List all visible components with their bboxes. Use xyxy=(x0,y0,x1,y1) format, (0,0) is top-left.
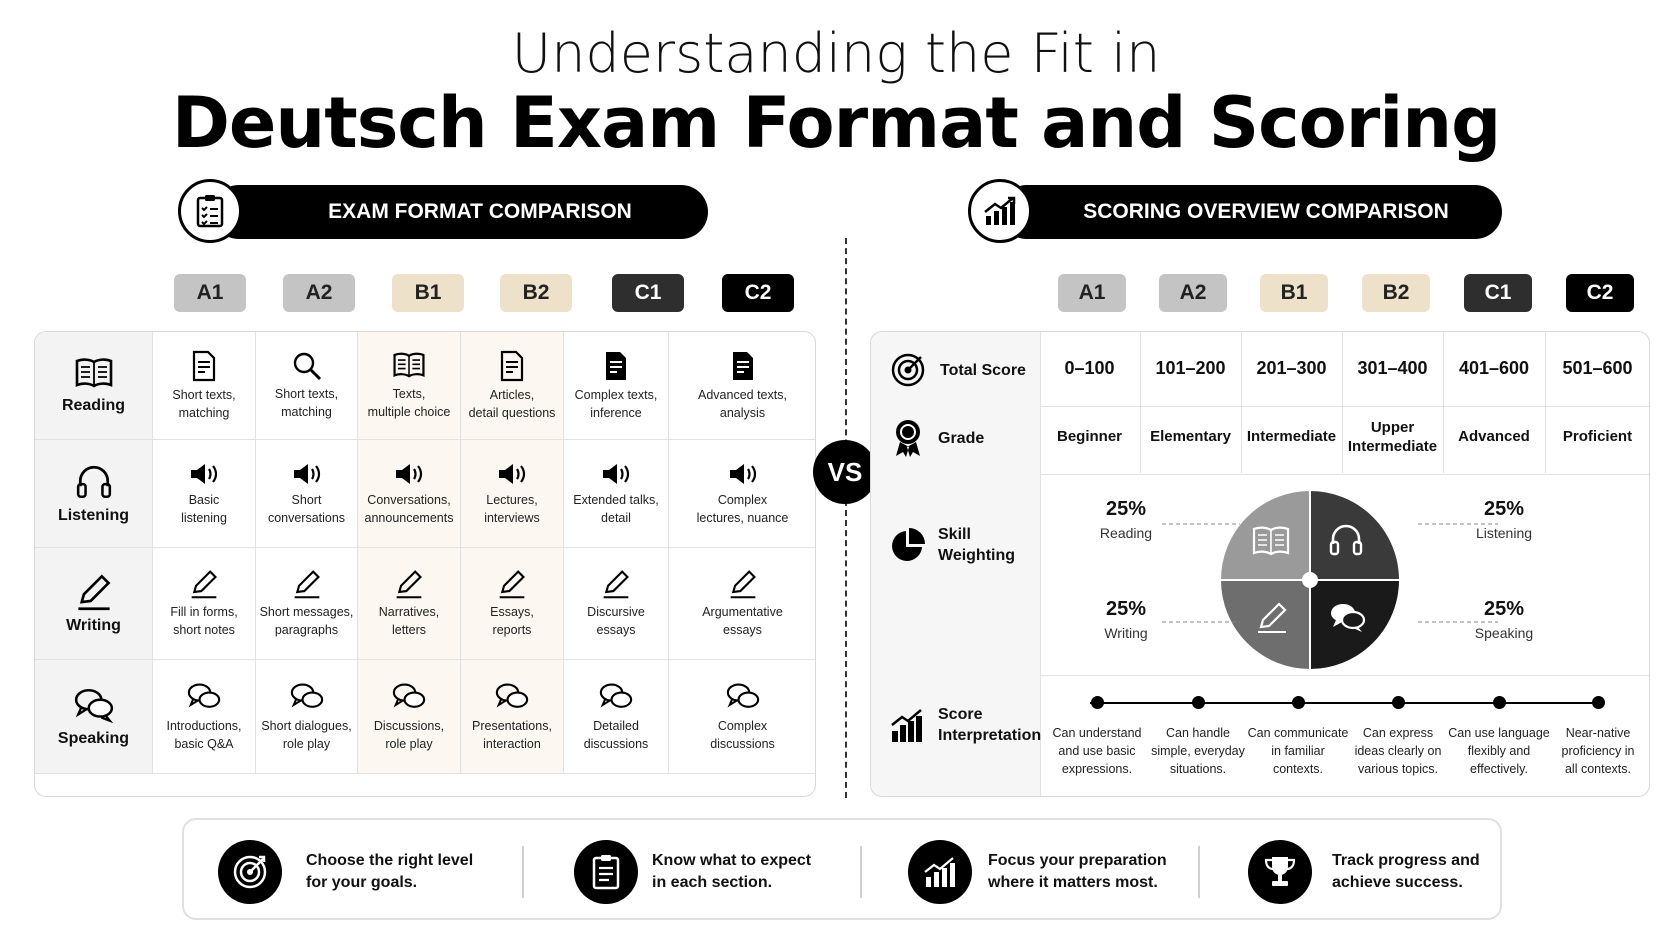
exam-cell-reading-a2 xyxy=(256,332,358,440)
total-score-b1: 201–300 xyxy=(1256,358,1327,378)
exam-cell-listening-b1 xyxy=(358,440,461,548)
pie-leader-lines xyxy=(1160,518,1500,628)
speaker-icon xyxy=(291,461,323,487)
cell-text: Short texts, matching xyxy=(172,387,236,420)
speaker-icon xyxy=(496,461,528,487)
cell-text: Advanced texts, analysis xyxy=(698,387,787,420)
cell-text: Short messages, paragraphs xyxy=(259,604,354,637)
total-score-a1: 0–100 xyxy=(1064,358,1115,378)
score-level-badge-a1: A1 xyxy=(1058,274,1126,312)
award-ribbon-icon xyxy=(892,418,924,458)
exam-cell-listening-b2 xyxy=(461,440,564,548)
document-filled-icon xyxy=(729,350,757,382)
interpretation-timeline xyxy=(1090,702,1592,704)
total-score-a2: 101–200 xyxy=(1155,358,1226,378)
exam-level-badge-a1: A1 xyxy=(174,274,246,312)
row-label: Listening xyxy=(57,506,130,524)
exam-cell-reading-b2 xyxy=(461,332,564,440)
pencil-icon xyxy=(601,569,631,599)
speaker-icon xyxy=(393,461,425,487)
footer-text-2: Know what to expect in each section. xyxy=(652,852,812,891)
listening-percent: 25% Listening xyxy=(1475,498,1533,541)
timeline-dot xyxy=(1091,696,1104,709)
document-icon xyxy=(498,350,526,382)
exam-cell-reading-a1 xyxy=(153,332,256,440)
exam-level-badge-c2: C2 xyxy=(722,274,794,312)
pencil-icon xyxy=(497,569,527,599)
total-score-row-head xyxy=(890,352,1026,388)
magnifier-icon xyxy=(292,351,322,381)
exam-cell-writing-c1 xyxy=(564,548,669,660)
exam-cell-speaking-b2 xyxy=(461,660,564,774)
exam-format-header xyxy=(212,185,708,239)
speaker-icon xyxy=(600,461,632,487)
score-interpretation-label: Score Interpretation xyxy=(938,706,1042,744)
timeline-dot xyxy=(1292,696,1305,709)
exam-cell-speaking-b1 xyxy=(358,660,461,774)
score-level-badge-a2: A2 xyxy=(1159,274,1227,312)
document-icon xyxy=(190,350,218,382)
center-divider xyxy=(845,238,847,798)
cell-text: Short conversations xyxy=(267,492,346,525)
speech-bubbles-icon xyxy=(73,686,115,724)
exam-cell-writing-b1 xyxy=(358,548,461,660)
scoring-overview-header xyxy=(1000,185,1502,239)
exam-level-badge-b2: B2 xyxy=(500,274,572,312)
cell-text: Extended talks, detail xyxy=(573,492,659,525)
exam-cell-writing-b2 xyxy=(461,548,564,660)
exam-cell-writing-a2 xyxy=(256,548,358,660)
target-icon xyxy=(218,840,282,904)
total-score-c1: 401–600 xyxy=(1458,358,1530,378)
exam-row-head-speaking xyxy=(35,660,153,774)
speech-bubbles-icon xyxy=(598,681,634,713)
cell-text: Introductions, basic Q&A xyxy=(166,718,242,751)
total-score-c2: 501–600 xyxy=(1562,358,1633,378)
cell-text: Complex texts, inference xyxy=(574,387,658,420)
exam-level-badge-c1: C1 xyxy=(612,274,684,312)
timeline-dot xyxy=(1592,696,1605,709)
cell-text: Texts, multiple choice xyxy=(367,386,451,419)
title-line-1: Understanding the Fit in xyxy=(511,22,1161,85)
exam-row-head-writing xyxy=(35,548,153,660)
speaking-percent: 25% Speaking xyxy=(1474,598,1534,641)
interpretation-c1: Can use language flexibly and effectively. xyxy=(1448,726,1550,776)
exam-cell-listening-a1 xyxy=(153,440,256,548)
cell-text: Articles, detail questions xyxy=(468,387,556,420)
interpretation-b2: Can express ideas clearly on various topics. xyxy=(1354,726,1442,776)
cell-text: Complex lectures, nuance xyxy=(696,492,789,525)
pencil-icon xyxy=(189,569,219,599)
bar-chart-icon xyxy=(908,840,972,904)
exam-cell-reading-c2 xyxy=(669,332,816,440)
exam-cell-speaking-c1 xyxy=(564,660,669,774)
speech-bubbles-icon xyxy=(186,681,222,713)
exam-cell-reading-b1 xyxy=(358,332,461,440)
pie-chart-icon xyxy=(890,527,926,563)
exam-cell-reading-c1 xyxy=(564,332,669,440)
footer-text-1: Choose the right level for your goals. xyxy=(306,852,474,891)
row-label: Reading xyxy=(61,396,126,414)
footer-bar xyxy=(182,818,1502,920)
target-icon xyxy=(890,352,926,388)
cell-text: Basic listening xyxy=(181,492,227,525)
writing-percent: 25% Writing xyxy=(1104,598,1148,641)
exam-format-header-label: EXAM FORMAT COMPARISON xyxy=(328,200,632,223)
grade-b1: Intermediate xyxy=(1246,428,1337,445)
total-score-b2: 301–400 xyxy=(1357,358,1428,378)
headphones-icon xyxy=(75,463,113,501)
speech-bubbles-icon xyxy=(289,681,325,713)
row-label: Writing xyxy=(66,616,121,634)
pencil-icon xyxy=(728,569,758,599)
interpretation-b1: Can communicate in familiar contexts. xyxy=(1247,726,1349,776)
exam-format-table xyxy=(34,331,816,797)
skill-weighting-row-head xyxy=(890,524,1015,566)
cell-text: Fill in forms, short notes xyxy=(170,604,238,637)
cell-text: Short dialogues, role play xyxy=(261,718,352,751)
exam-row-head-reading xyxy=(35,332,153,440)
cell-text: Conversations, announcements xyxy=(364,492,454,525)
grade-label: Grade xyxy=(938,429,985,447)
cell-text: Lectures, interviews xyxy=(484,492,540,525)
growth-chart-icon xyxy=(968,179,1032,243)
speaker-icon xyxy=(727,461,759,487)
exam-cell-writing-a1 xyxy=(153,548,256,660)
grade-a1: Beginner xyxy=(1056,428,1122,445)
exam-cell-writing-c2 xyxy=(669,548,816,660)
grade-b2: Upper Intermediate xyxy=(1347,419,1438,455)
grade-a2: Elementary xyxy=(1150,428,1231,445)
vs-badge: VS xyxy=(813,440,877,504)
total-score-label: Total Score xyxy=(940,361,1026,379)
interpretation-a2: Can handle simple, everyday situations. xyxy=(1151,726,1245,776)
exam-cell-listening-a2 xyxy=(256,440,358,548)
trophy-icon xyxy=(1248,840,1312,904)
title-line-2: Deutsch Exam Format and Scoring xyxy=(171,82,1501,164)
speaker-icon xyxy=(188,461,220,487)
timeline-dot xyxy=(1192,696,1205,709)
exam-cell-listening-c2 xyxy=(669,440,816,548)
footer-text-4: Track progress and achieve success. xyxy=(1332,852,1480,891)
timeline-dot xyxy=(1493,696,1506,709)
exam-level-badge-a2: A2 xyxy=(283,274,355,312)
exam-level-badge-b1: B1 xyxy=(392,274,464,312)
clipboard-icon xyxy=(574,840,638,904)
speech-bubbles-icon xyxy=(494,681,530,713)
score-interpretation-row-head xyxy=(890,704,1041,746)
pencil-icon xyxy=(292,569,322,599)
cell-text: Presentations, interaction xyxy=(472,718,552,751)
grade-c1: Advanced xyxy=(1458,428,1530,445)
exam-cell-speaking-c2 xyxy=(669,660,816,774)
score-level-badge-c1: C1 xyxy=(1464,274,1532,312)
pencil-icon xyxy=(394,569,424,599)
speech-bubbles-icon xyxy=(725,681,761,713)
row-label: Speaking xyxy=(57,729,130,747)
exam-cell-listening-c1 xyxy=(564,440,669,548)
cell-text: Detailed discussions xyxy=(583,718,649,751)
timeline-dot xyxy=(1392,696,1405,709)
score-level-badge-b2: B2 xyxy=(1362,274,1430,312)
footer-text-3: Focus your preparation where it matters most. xyxy=(988,852,1167,891)
grade-row-head xyxy=(892,418,984,458)
interpretation-c2: Near-native proficiency in all contexts. xyxy=(1561,726,1635,776)
interpretation-a1: Can understand and use basic expressions. xyxy=(1052,726,1142,776)
reading-percent: 25% Reading xyxy=(1099,498,1153,541)
scoring-overview-header-label: SCORING OVERVIEW COMPARISON xyxy=(1083,200,1449,223)
exam-row-head-listening xyxy=(35,440,153,548)
cell-text: Short texts, matching xyxy=(274,386,339,419)
cell-text: Complex discussions xyxy=(710,718,775,751)
cell-text: Discursive essays xyxy=(587,604,645,637)
open-book-icon xyxy=(392,351,426,381)
cell-text: Discussions, role play xyxy=(373,718,445,751)
document-filled-icon xyxy=(602,350,630,382)
grade-c2: Proficient xyxy=(1562,428,1633,445)
skill-weighting-label: Skill Weighting xyxy=(938,526,1016,564)
book-icon xyxy=(74,357,114,391)
clipboard-icon xyxy=(178,179,242,243)
pencil-icon xyxy=(75,573,113,611)
exam-cell-speaking-a2 xyxy=(256,660,358,774)
bar-chart-icon xyxy=(890,707,926,743)
cell-text: Essays, reports xyxy=(490,604,534,637)
speech-bubbles-icon xyxy=(391,681,427,713)
exam-cell-speaking-a1 xyxy=(153,660,256,774)
cell-text: Narratives, letters xyxy=(378,604,440,637)
score-level-badge-c2: C2 xyxy=(1566,274,1634,312)
cell-text: Argumentative essays xyxy=(702,604,783,637)
score-level-badge-b1: B1 xyxy=(1260,274,1328,312)
